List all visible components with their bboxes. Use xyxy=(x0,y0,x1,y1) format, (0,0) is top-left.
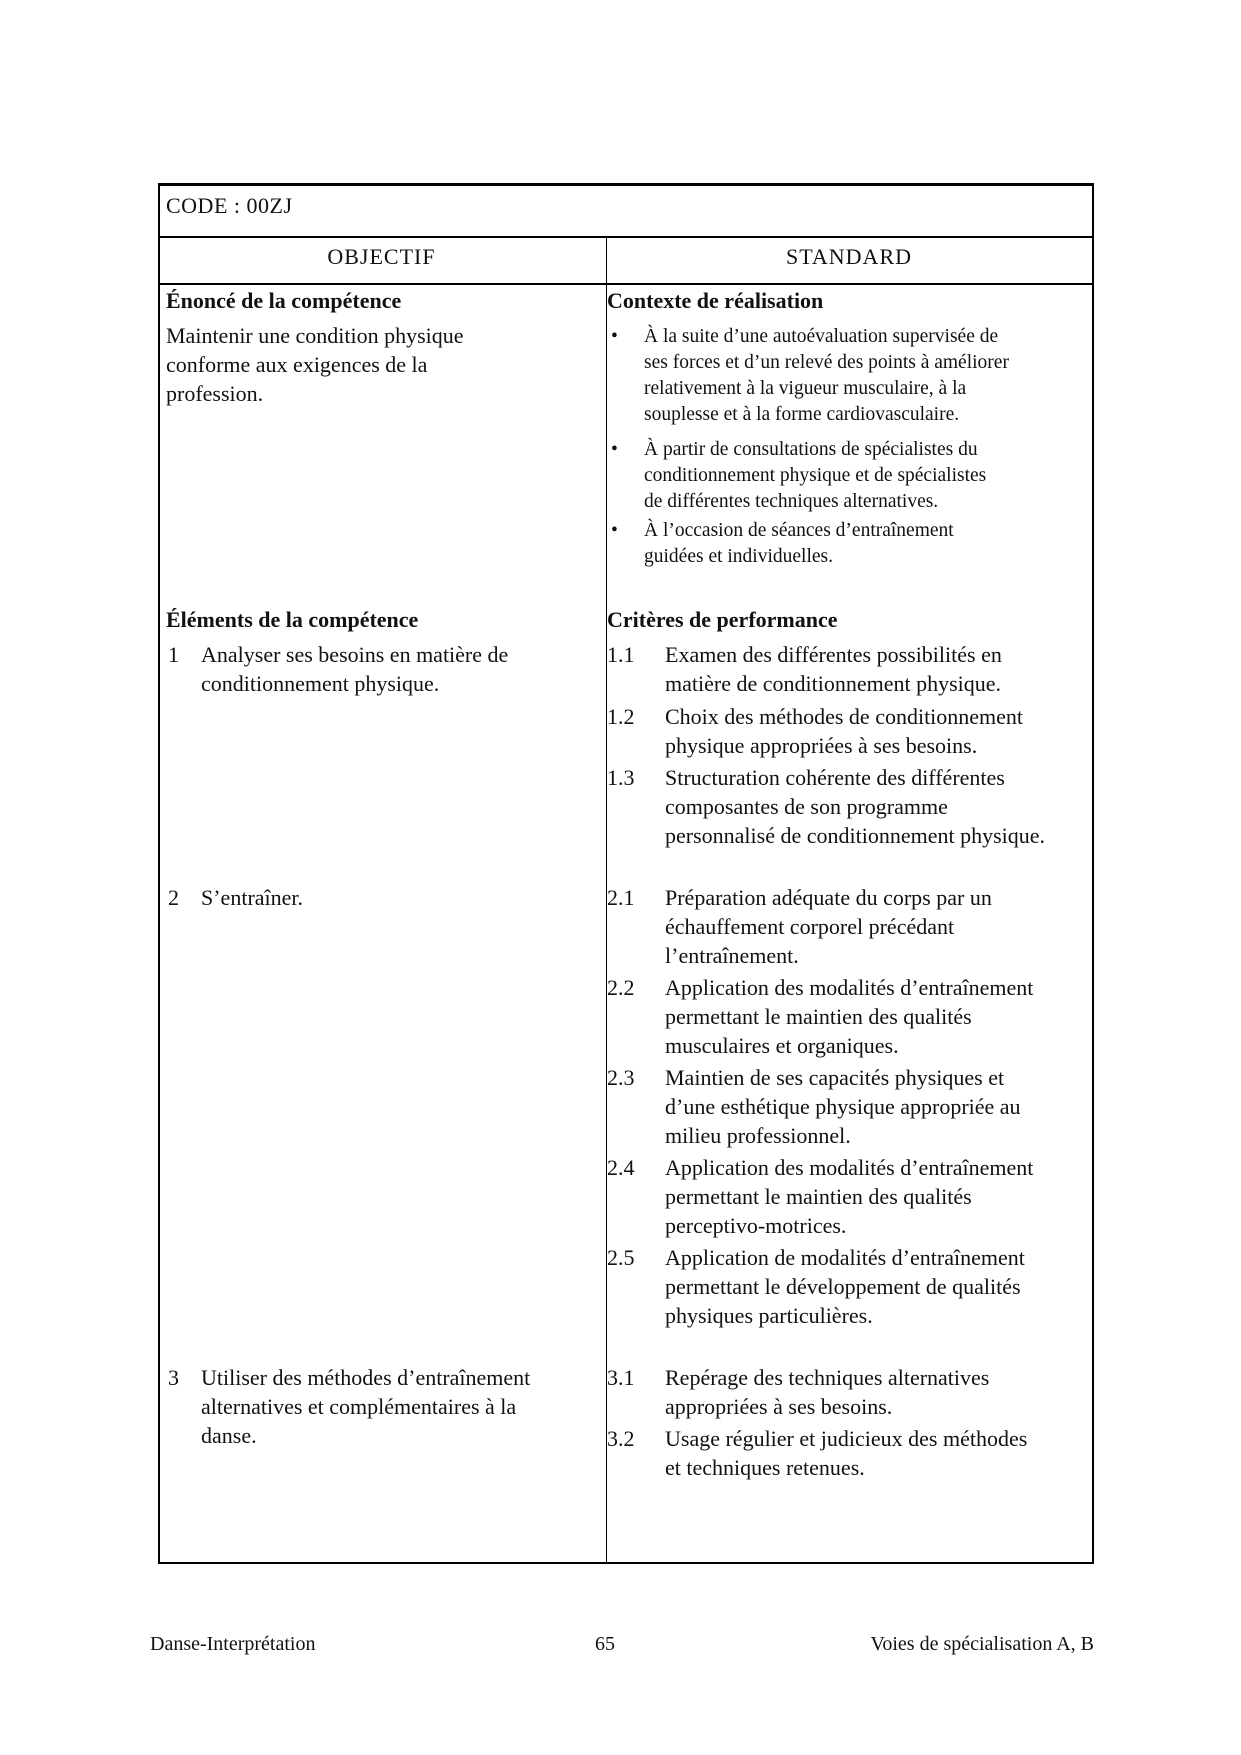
element-line: conditionnement physique. xyxy=(201,671,440,696)
enonce-heading: Énoncé de la compétence xyxy=(166,288,402,313)
element-line: Utiliser des méthodes d’entraînement xyxy=(201,1365,531,1390)
enonce-text xyxy=(166,321,464,408)
critere-line: permettant le maintien des qualités xyxy=(665,1004,972,1029)
critere-line: physique appropriées à ses besoins. xyxy=(665,733,978,758)
element-number: 1 xyxy=(168,642,179,667)
critere-number: 3.1 xyxy=(607,1365,635,1390)
element-line: alternatives et complémentaires à la xyxy=(201,1394,517,1419)
bullet-line: guidées et individuelles. xyxy=(644,546,834,567)
critere-line: physiques particulières. xyxy=(665,1303,873,1328)
element-number: 3 xyxy=(168,1365,179,1390)
text-line: profession. xyxy=(166,381,264,406)
critere-line: d’une esthétique physique appropriée au xyxy=(665,1094,1021,1119)
critere-line: Repérage des techniques alternatives xyxy=(665,1365,990,1390)
critere-line: l’entraînement. xyxy=(665,943,799,968)
bullet-line: de différentes techniques alternatives. xyxy=(644,491,939,512)
bullet-line: ses forces et d’un relevé des points à améliorer xyxy=(644,352,1009,373)
critere-number: 2.5 xyxy=(607,1245,635,1270)
critere-line: échauffement corporel précédant xyxy=(665,914,955,939)
critere-line: Maintien de ses capacités physiques et xyxy=(665,1065,1005,1090)
critere-line: Choix des méthodes de conditionnement xyxy=(665,704,1024,729)
header-objectif: OBJECTIF xyxy=(327,244,436,269)
critere-number: 2.1 xyxy=(607,885,635,910)
critere-line: composantes de son programme xyxy=(665,794,948,819)
critere-line: permettant le développement de qualités xyxy=(665,1274,1021,1299)
header-standard: STANDARD xyxy=(785,244,913,269)
element-line: Analyser ses besoins en matière de xyxy=(201,642,509,667)
critere-number: 3.2 xyxy=(607,1426,635,1451)
bullet-icon: • xyxy=(611,520,618,541)
bullet-icon: • xyxy=(611,439,618,460)
critere-number: 2.2 xyxy=(607,975,635,1000)
critere-line: matière de conditionnement physique. xyxy=(665,671,1002,696)
elements-heading: Éléments de la compétence xyxy=(166,607,419,632)
divider xyxy=(160,283,1092,285)
critere-line: perceptivo-motrices. xyxy=(665,1213,847,1238)
critere-line: personnalisé de conditionnement physique. xyxy=(665,823,1046,848)
bullet-icon: • xyxy=(611,326,618,347)
bullet-line: relativement à la vigueur musculaire, à la xyxy=(644,378,967,399)
critere-line: Application des modalités d’entraînement xyxy=(665,975,1034,1000)
critere-line: Préparation adéquate du corps par un xyxy=(665,885,992,910)
critere-number: 2.3 xyxy=(607,1065,635,1090)
footer-right: Voies de spécialisation A, B xyxy=(870,1633,1094,1655)
footer-left: Danse-Interprétation xyxy=(150,1633,316,1655)
critere-line: Application des modalités d’entraînement xyxy=(665,1155,1034,1180)
critere-number: 2.4 xyxy=(607,1155,635,1180)
critere-number: 1.3 xyxy=(607,765,635,790)
element-line: danse. xyxy=(201,1423,257,1448)
critere-line: appropriées à ses besoins. xyxy=(665,1394,893,1419)
critere-number: 1.2 xyxy=(607,704,635,729)
critere-line: Examen des différentes possibilités en xyxy=(665,642,1002,667)
critere-line: Application de modalités d’entraînement xyxy=(665,1245,1025,1270)
contexte-heading: Contexte de réalisation xyxy=(607,288,824,313)
critere-line: et techniques retenues. xyxy=(665,1455,865,1480)
critere-line: permettant le maintien des qualités xyxy=(665,1184,972,1209)
criteres-heading: Critères de performance xyxy=(607,607,838,632)
text-line: Maintenir une condition physique xyxy=(166,323,464,348)
code-label: CODE : 00ZJ xyxy=(166,193,293,218)
element-number: 2 xyxy=(168,885,179,910)
footer-page-number: 65 xyxy=(595,1633,615,1655)
bullet-line: conditionnement physique et de spécialistes xyxy=(644,465,987,486)
critere-line: milieu professionnel. xyxy=(665,1123,851,1148)
critere-line: Structuration cohérente des différentes xyxy=(665,765,1005,790)
text-line: conforme aux exigences de la xyxy=(166,352,428,377)
bullet-line: À partir de consultations de spécialistes du xyxy=(644,439,978,460)
critere-number: 1.1 xyxy=(607,642,635,667)
bullet-line: À l’occasion de séances d’entraînement xyxy=(644,520,954,541)
element-line: S’entraîner. xyxy=(201,885,304,910)
critere-line: musculaires et organiques. xyxy=(665,1033,899,1058)
bullet-line: À la suite d’une autoévaluation supervisée de xyxy=(644,326,999,347)
critere-line: Usage régulier et judicieux des méthodes xyxy=(665,1426,1028,1451)
divider xyxy=(160,236,1092,238)
bullet-line: souplesse et à la forme cardiovasculaire. xyxy=(644,404,960,425)
